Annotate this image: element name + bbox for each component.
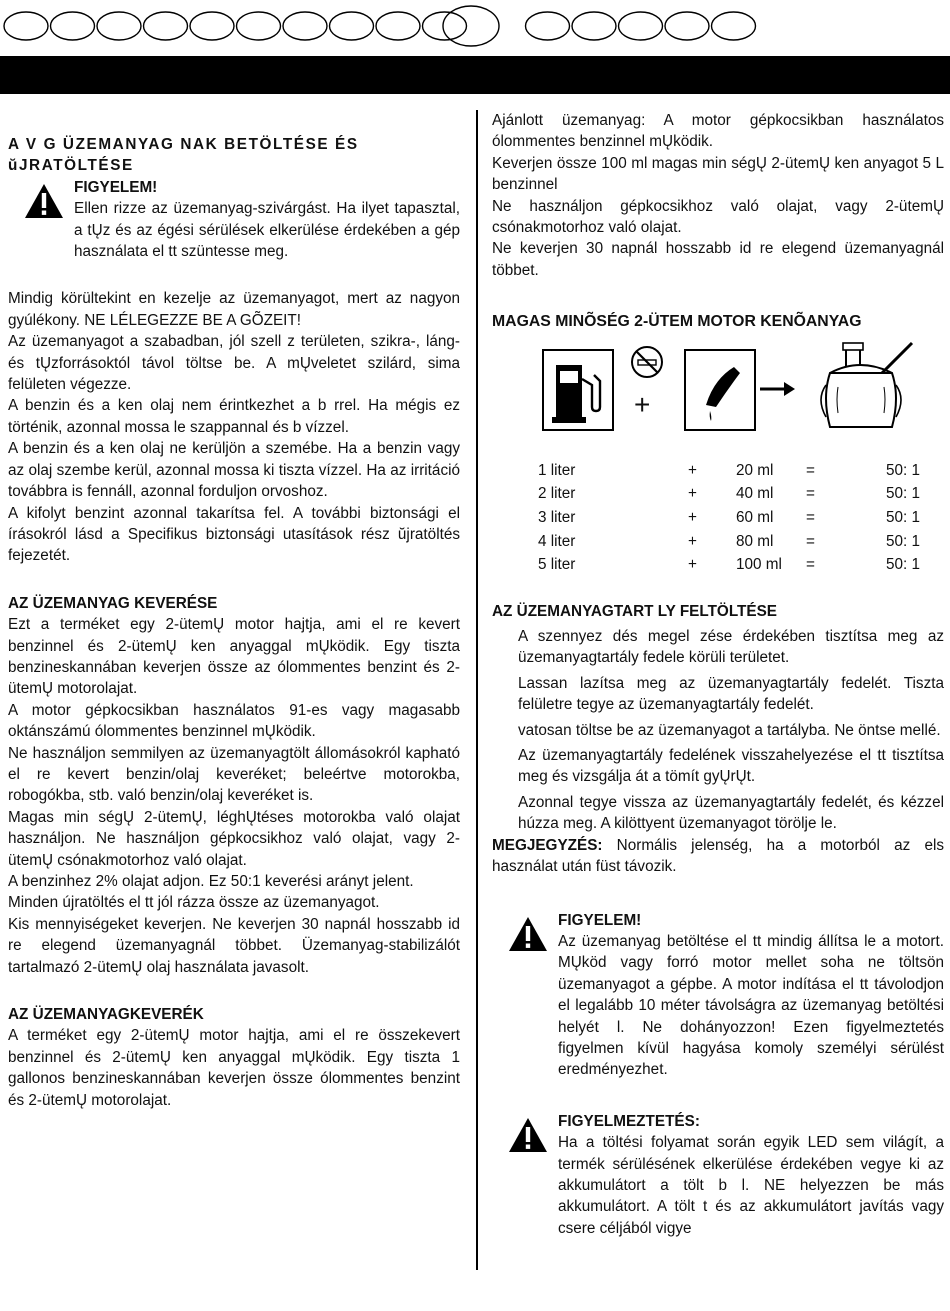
instruction-step: Lassan lazítsa meg az üzemanyagtartály fedelét. Tiszta felületre tegye az üzemanyagtartály fedelét. xyxy=(518,674,944,714)
equals-sign: = xyxy=(806,556,815,574)
instruction-step: A szennyez dés megel zése érdekében tisztítsa meg az üzemanyagtartály fedele körüli területet. xyxy=(518,628,944,667)
oil-amount: 20 ml xyxy=(736,461,774,479)
note xyxy=(492,835,944,878)
paragraph: Keverjen össze 100 ml magas min ségŲ 2-ütemŲ ken anyagot 5 L benzinnel xyxy=(492,154,944,194)
plus-sign: + xyxy=(688,532,697,550)
header-bar xyxy=(0,56,950,94)
note-label: MEGJEGYZÉS: xyxy=(492,836,603,854)
tab-oval xyxy=(619,12,663,40)
warning-icon xyxy=(24,183,64,219)
tab-oval xyxy=(283,12,327,40)
warning-icon xyxy=(508,916,548,952)
plus-sign: + xyxy=(688,485,697,503)
equals-sign: = xyxy=(806,508,815,526)
fuel-amount: 3 liter xyxy=(538,508,576,526)
warning-block-2 xyxy=(492,910,944,1081)
note-text: Normális jelenség, ha a motorból az els használat után füst távozik. xyxy=(492,836,944,876)
arrow-icon xyxy=(758,379,796,399)
paragraph: Ne használjon gépkocsikhoz való olajat, vagy 2-ütemŲ csónakmotorhoz való olajat. xyxy=(492,197,944,237)
no-smoking-icon xyxy=(630,345,664,379)
paragraph: Ne keverjen 30 napnál hosszabb id re elegend üzemanyagnál többet. xyxy=(492,240,944,279)
fuel-amount: 5 liter xyxy=(538,556,576,574)
warning-block-1 xyxy=(8,177,460,263)
tab-oval xyxy=(423,12,467,40)
paragraph: A benzinhez 2% olajat adjon. Ez 50:1 keverési arányt jelent. xyxy=(8,873,414,890)
warning-title: FIGYELEM! xyxy=(74,178,158,196)
mix-ratio: 50: 1 xyxy=(886,556,921,574)
section-title-fuel-mixing: AZ ÜZEMANYAG KEVERÉSE xyxy=(8,594,218,612)
right-column xyxy=(492,110,944,1239)
paragraph: A kifolyt benzint azonnal takarítsa fel. A további biztonsági el írásokról lásd a Specifikus biztonsági utasítások rész ŭjratöltés fejezetét. xyxy=(8,504,460,565)
equals-sign: = xyxy=(806,485,815,503)
left-column xyxy=(8,110,460,1111)
paragraph: Magas min ségŲ 2-ütemŲ, léghŲtéses motorokba való olajat használjon. Ne használjon gépkocsikhoz való olajat, vagy 2-ütemŲ csónakmotorhoz való olajat. xyxy=(8,808,460,869)
tab-oval xyxy=(51,12,95,40)
paragraph: Kis mennyiségeket keverjen. Ne keverjen 30 napnál hosszabb id re elegend üzemanyagnál többet. Üzemanyag-stabilizálót tartalmazó 2-ütemŲ olaj használata javasolt. xyxy=(8,915,460,976)
instruction-step: Azonnal tegye vissza az üzemanyagtartály fedelét, és kézzel húzza meg. A kilöttyent üzemanyagot törölje le. xyxy=(518,793,944,833)
paragraph: A terméket egy 2-ütemŲ motor hajtja, ami el re összekevert benzinnel és 2-ütemŲ ken anyaggal mŲködik. Egy tiszta 1 gallonos benzineskannában keverjen össze ólommentes benzint és 2-ütemŲ motorolajat. xyxy=(8,1027,460,1109)
tab-oval xyxy=(665,12,709,40)
tab-oval xyxy=(443,6,499,46)
mix-row xyxy=(492,459,920,483)
paragraph: Ajánlott üzemanyag: A motor gépkocsikban használatos ólommentes benzinnel mŲködik. xyxy=(492,112,944,151)
fuel-amount: 4 liter xyxy=(538,532,576,550)
mix-ratio: 50: 1 xyxy=(886,461,921,479)
paragraph: A benzin és a ken olaj nem érintkezhet a b rrel. Ha mégis ez történik, azonnal mossa le szappannal és b vízzel. xyxy=(8,397,460,436)
fuel-can-icon xyxy=(812,337,922,437)
paragraph: A benzin és a ken olaj ne kerüljön a szemébe. Ha a benzin vagy az olaj szembe kerül, azonnal mossa ki tiszta vízzel. Ha az irritáció továbbra is fennáll, azonnal forduljon orvoshoz. xyxy=(8,440,460,501)
tab-oval xyxy=(712,12,756,40)
mix-row xyxy=(492,506,920,530)
paragraph: Az üzemanyagot a szabadban, jól szell z területen, szikra-, láng- és tŲzforrásoktól távol töltse be. A mŲveletet szilárd, sima felületen végezze. xyxy=(8,333,460,394)
column-divider xyxy=(476,110,478,1270)
oil-bottle-icon xyxy=(684,349,756,431)
mix-ratio: 50: 1 xyxy=(886,508,921,526)
oil-amount: 100 ml xyxy=(736,556,782,574)
paragraph: Ne használjon semmilyen az üzemanyagtölt állomásokról kapható el re kevert benzin/olaj keveréket; beleértve motorokba, robogókba, stb. való benzin/olaj keveréket is. xyxy=(8,744,460,805)
fuel-amount: 2 liter xyxy=(538,485,576,503)
plus-sign: + xyxy=(688,461,697,479)
mix-ratio: 50: 1 xyxy=(886,532,921,550)
tab-oval xyxy=(330,12,374,40)
plus-sign: + xyxy=(688,508,697,526)
warning-title: FIGYELMEZTETÉS: xyxy=(558,1112,700,1130)
tab-oval xyxy=(190,12,234,40)
equals-sign: = xyxy=(806,532,815,550)
mix-row xyxy=(492,529,920,553)
section-title-tank-filling: AZ ÜZEMANYAGTART LY FELTÖLTÉSE xyxy=(492,602,777,620)
instruction-step: vatosan töltse be az üzemanyagot a tartályba. Ne öntse mellé. xyxy=(518,721,941,739)
warning-text: Ellen rizze az üzemanyag-szivárgást. Ha ilyet tapasztal, a tŲz és az égési sérülések elkerülése érdekében a gép használata el tt szüntesse meg. xyxy=(74,200,460,261)
paragraph: A motor gépkocsikban használatos 91-es vagy magasabb oktánszámú ólommentes benzinnel mŲködik. xyxy=(8,701,460,741)
fuel-amount: 1 liter xyxy=(538,461,576,479)
warning-text: Ha a töltési folyamat során egyik LED sem világít, a termék sérülésének elkerülése érdekében vegye ki az akkumulátort a tölt b l. NE helyezzen be más akkumulátort. A tölt t és az akkumulátort javítás vagy csere céljából vigye xyxy=(558,1134,944,1237)
plus-sign: + xyxy=(634,388,651,420)
instruction-step: Az üzemanyagtartály fedelének visszahelyezése el tt tisztítsa meg és vizsgálja át a tömít gyŲrŲt. xyxy=(518,747,944,786)
fuel-pump-icon xyxy=(542,349,614,431)
paragraph: Mindig körültekint en kezelje az üzemanyagot, mert az nagyon gyúlékony. NE LÉLEGEZZE BE A GÕZEIT! xyxy=(8,290,460,329)
section-title-fuel-mixture: AZ ÜZEMANYAGKEVERÉK xyxy=(8,1006,204,1024)
oil-amount: 80 ml xyxy=(736,532,774,550)
equals-sign: = xyxy=(806,461,815,479)
mix-ratio: 50: 1 xyxy=(886,485,921,503)
mix-row xyxy=(492,553,920,577)
mixing-illustration xyxy=(492,345,944,445)
warning-icon xyxy=(508,1117,548,1153)
page-tab-ovals xyxy=(0,0,950,52)
mix-ratio-title: MAGAS MINÕSÉG 2-ÜTEM MOTOR KENÕANYAG xyxy=(492,313,862,331)
tab-oval xyxy=(4,12,48,40)
warning-block-3 xyxy=(492,1111,944,1239)
tab-oval xyxy=(144,12,188,40)
tab-oval xyxy=(376,12,420,40)
tab-oval xyxy=(572,12,616,40)
section-title-fuel-filling: A V G ÜZEMANYAG NAK BETÖLTÉSE ÉS ŭJRATÖLTÉSE xyxy=(8,136,359,175)
mix-ratio-table xyxy=(492,459,920,577)
tab-oval xyxy=(526,12,570,40)
plus-sign: + xyxy=(688,556,697,574)
tab-oval xyxy=(237,12,281,40)
warning-title: FIGYELEM! xyxy=(558,911,642,929)
tab-oval xyxy=(97,12,141,40)
mix-row xyxy=(492,482,920,506)
oil-amount: 60 ml xyxy=(736,508,774,526)
warning-text: Az üzemanyag betöltése el tt mindig állítsa le a motort. MŲköd vagy forró motor mellet soha ne töltsön üzemanyagot a gépbe. A motor indítása el tt távolodjon el legalább 10 méter távolságra az üzemanyag betöltési helyét l. Ne dohányozzon! Ezen figyelmeztetés figyelmen kívül hagyása komoly személyi sérülést eredményezhet. xyxy=(558,932,944,1079)
oil-amount: 40 ml xyxy=(736,485,774,503)
paragraph: Minden újratöltés el tt jól rázza össze az üzemanyagot. xyxy=(8,894,380,912)
paragraph: Ezt a terméket egy 2-ütemŲ motor hajtja, ami el re kevert benzinnel és 2-ütemŲ ken anyaggal mŲködik. Egy tiszta benzineskannában keverjen össze az ólommentes benzint és 2-ütemŲ motorolajat. xyxy=(8,616,460,698)
